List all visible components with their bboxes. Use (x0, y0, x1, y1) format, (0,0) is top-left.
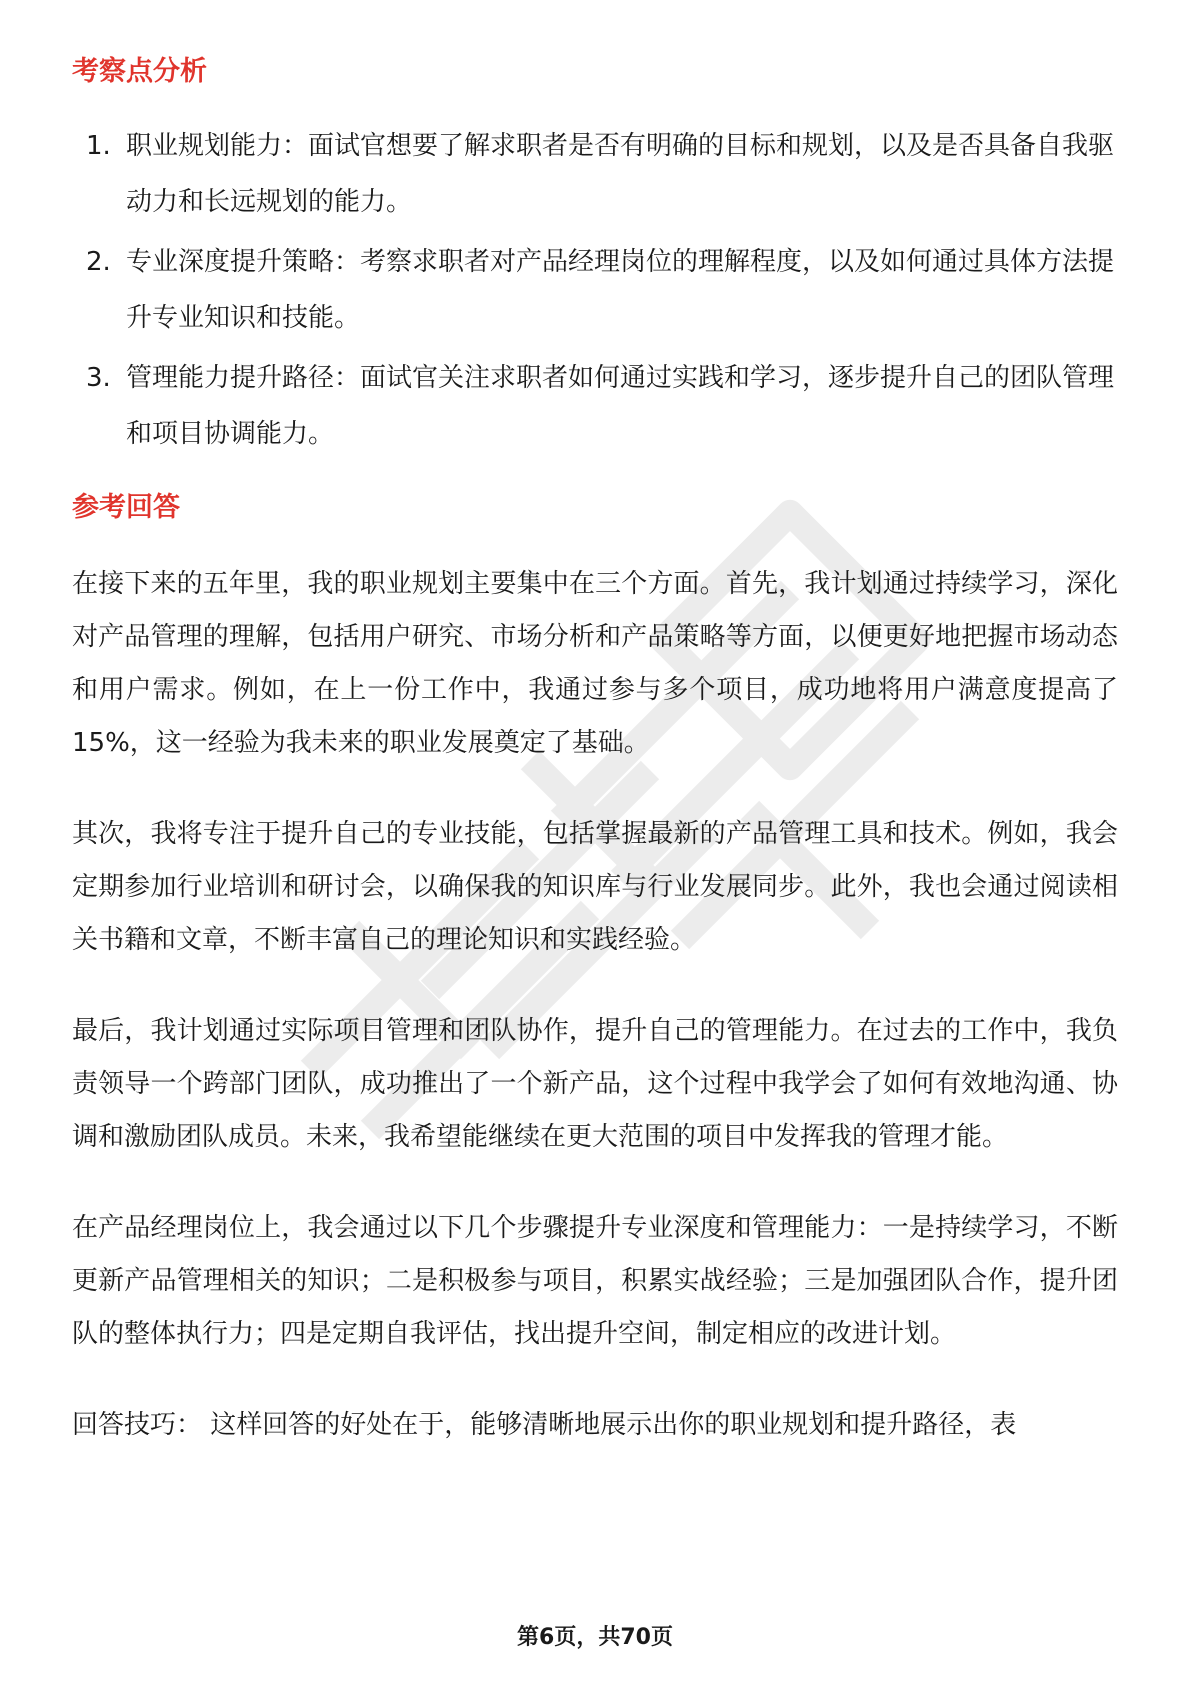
tips-paragraph: 回答技巧： 这样回答的好处在于，能够清晰地展示出你的职业规划和提升路径，表 (72, 1410, 1017, 1440)
document-content (72, 48, 1118, 1452)
list-item-text: 专业深度提升策略：考察求职者对产品经理岗位的理解程度，以及如何通过具体方法提升专业知识和技能。 (126, 247, 1115, 333)
answer-paragraph: 最后，我计划通过实际项目管理和团队协作，提升自己的管理能力。在过去的工作中，我负责领导一个跨部门团队，成功推出了一个新产品，这个过程中我学会了如何有效地沟通、协调和激励团队成员。未来，我希望能继续在更大范围的项目中发挥我的管理才能。 (72, 1016, 1118, 1152)
list-item (72, 234, 1118, 346)
list-number: 2. (86, 247, 111, 277)
answer-paragraph: 在接下来的五年里，我的职业规划主要集中在三个方面。首先，我计划通过持续学习，深化对产品管理的理解，包括用户研究、市场分析和产品策略等方面，以便更好地把握市场动态和用户需求。例如，在上一份工作中，我通过参与多个项目，成功地将用户满意度提高了15%，这一经验为我未来的职业发展奠定了基础。 (72, 569, 1118, 758)
answer-heading: 参考回答 (72, 492, 180, 523)
list-item (72, 118, 1118, 230)
list-item (72, 350, 1118, 462)
answer-paragraph: 其次，我将专注于提升自己的专业技能，包括掌握最新的产品管理工具和技术。例如，我会定期参加行业培训和研讨会，以确保我的知识库与行业发展同步。此外，我也会通过阅读相关书籍和文章，不断丰富自己的理论知识和实践经验。 (72, 819, 1118, 955)
analysis-list (72, 118, 1118, 462)
analysis-heading: 考察点分析 (72, 56, 207, 87)
list-number: 1. (86, 131, 111, 161)
answer-paragraph: 在产品经理岗位上，我会通过以下几个步骤提升专业深度和管理能力：一是持续学习，不断更新产品管理相关的知识；二是积极参与项目，积累实战经验；三是加强团队合作，提升团队的整体执行力；四是定期自我评估，找出提升空间，制定相应的改进计划。 (72, 1213, 1118, 1349)
page-number: 第6页，共70页 (517, 1625, 673, 1650)
list-item-text: 职业规划能力：面试官想要了解求职者是否有明确的目标和规划，以及是否具备自我驱动力和长远规划的能力。 (126, 131, 1115, 217)
list-item-text: 管理能力提升路径：面试官关注求职者如何通过实践和学习，逐步提升自己的团队管理和项目协调能力。 (126, 363, 1115, 449)
list-number: 3. (86, 363, 111, 393)
